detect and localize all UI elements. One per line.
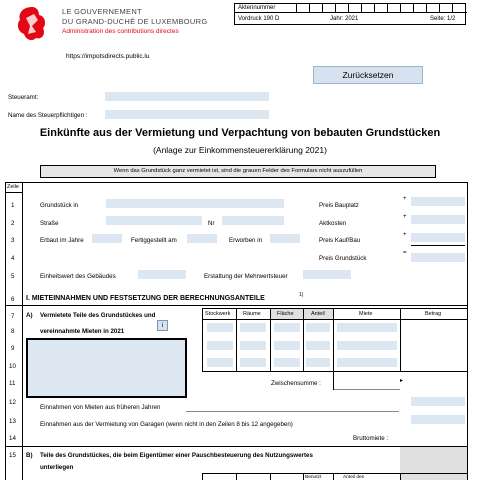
anteil-cell[interactable] — [306, 358, 330, 367]
preis-bauplatz-field[interactable] — [411, 197, 465, 206]
zwischensumme-label: Zwischensumme : — [271, 380, 321, 387]
col-b-benutzt: Benutzt — [305, 475, 322, 480]
grid-rule — [400, 308, 401, 372]
strasse-field[interactable] — [106, 216, 202, 225]
erbaut-label: Erbaut im Jahre — [40, 237, 84, 244]
plus-sign: + — [403, 195, 407, 202]
section-b-text2: unterliegen — [40, 464, 74, 471]
aktkosten-label: Aktkosten — [319, 220, 347, 227]
section-a-text1: Vermietete Teile des Grundstückes und — [40, 312, 156, 319]
grid-rule — [333, 372, 334, 390]
section1-title: I. MIETEINNAHMEN UND FESTSETZUNG DER BERECHNUNGSANTEILE — [26, 295, 265, 302]
zeile-header-rule — [5, 192, 23, 193]
line-number: 5 — [11, 273, 15, 280]
grid-rule — [333, 473, 334, 480]
section-a-label: A) — [26, 312, 33, 319]
preis-kauf-field[interactable] — [411, 233, 465, 242]
aktennummer-field[interactable] — [297, 4, 467, 13]
miete-cell[interactable] — [337, 358, 397, 367]
grid-rule — [202, 473, 467, 474]
lion-crest-icon — [12, 4, 52, 46]
row12-leader — [186, 411, 399, 412]
aktennummer-label: Aktennummer — [238, 5, 276, 11]
line-number: 4 — [11, 255, 15, 262]
line-number: 10 — [9, 363, 16, 370]
mwst-label: Erstattung der Mehrwertsteuer — [204, 273, 288, 280]
preis-kauf-label: Preis Kauf/Bau — [319, 237, 361, 244]
nr-label: Nr — [208, 220, 215, 227]
section1-rule — [5, 305, 468, 306]
equals-sign: = — [403, 249, 407, 256]
grid-rule — [202, 319, 467, 320]
reset-button[interactable]: Zurücksetzen — [313, 66, 423, 84]
col-miete: Miete — [359, 311, 373, 317]
stockwerk-cell[interactable] — [207, 358, 233, 367]
line-number: 1 — [11, 202, 15, 209]
section-a-text2: vereinnahmte Mieten in 2021 — [40, 328, 125, 335]
row12-field[interactable] — [411, 397, 465, 406]
gov-line2: DU GRAND-DUCHÉ DE LUXEMBOURG — [62, 17, 208, 26]
steueramt-field[interactable] — [105, 92, 269, 101]
plus-sign: + — [403, 213, 407, 220]
aktkosten-field[interactable] — [411, 215, 465, 224]
line-number: 15 — [9, 452, 16, 459]
zwischensumme-line — [334, 389, 400, 390]
zeile-column-rule — [22, 182, 23, 480]
grid-rule — [202, 473, 203, 480]
line-number: 7 — [11, 313, 15, 320]
grundstueck-label: Grundstück in — [40, 202, 79, 209]
grid-rule — [202, 308, 203, 372]
col-anteil: Anteil — [311, 311, 325, 317]
grundstueck-field[interactable] — [106, 199, 284, 208]
flaeche-cell[interactable] — [274, 341, 300, 350]
section-b-text1: Teile des Grundstückes, die beim Eigentümer einer Pauschbesteuerung des Nutzungswertes — [40, 452, 313, 459]
anteil-cell[interactable] — [306, 341, 330, 350]
fertig-field[interactable] — [187, 234, 217, 243]
row13-label: Einnahmen aus der Vermietung von Garagen (wenn nicht in den Zeilen 8 bis 12 angegeben) — [40, 421, 293, 428]
gov-line1: LE GOUVERNEMENT — [62, 7, 142, 16]
arrow-icon: ▸ — [400, 378, 404, 384]
erbaut-field[interactable] — [92, 234, 122, 243]
grid-rule — [236, 308, 237, 372]
line-number: 14 — [9, 435, 16, 442]
form-code: Vordruck 190 D — [238, 16, 280, 22]
row13-field[interactable] — [411, 415, 465, 424]
grid-rule — [202, 308, 467, 309]
plus-sign: + — [403, 231, 407, 238]
taxpayer-name-field[interactable] — [105, 110, 269, 119]
col-b-anteil: Anteil des — [343, 475, 365, 480]
form-top-rule — [5, 182, 468, 183]
website-link[interactable]: https://impotsdirects.public.lu — [66, 53, 150, 60]
row12-label: Einnahmen von Mieten aus früheren Jahren — [40, 404, 161, 411]
page-title: Einkünfte aus der Vermietung und Verpachtung von bebauten Grundstücken — [39, 127, 441, 139]
preis-grundstueck-label: Preis Grundstück — [319, 255, 367, 262]
mwst-field[interactable] — [303, 270, 351, 279]
bruttomiete-value — [405, 432, 466, 442]
einheitswert-field[interactable] — [138, 270, 186, 279]
rental-description-field[interactable] — [26, 338, 187, 398]
stockwerk-cell[interactable] — [207, 341, 233, 350]
zeile-header: Zeile — [7, 184, 19, 190]
flaeche-cell[interactable] — [274, 323, 300, 332]
anteil-cell[interactable] — [306, 323, 330, 332]
grid-rule — [236, 473, 237, 480]
erworben-label: Erworben in — [229, 237, 263, 244]
line-number: 8 — [11, 328, 15, 335]
grid-rule — [303, 473, 304, 480]
grid-rule — [333, 308, 334, 372]
aktennummer-box — [234, 3, 466, 25]
section-b-label: B) — [26, 452, 33, 459]
grid-rule — [270, 473, 271, 480]
info-button[interactable]: i — [157, 320, 168, 331]
taxpayer-name-label: Name des Steuerpflichtigen : — [8, 112, 88, 119]
flaeche-cell[interactable] — [274, 358, 300, 367]
form-left-rule — [5, 182, 6, 480]
raeume-cell[interactable] — [240, 323, 266, 332]
preis-grundstueck-field[interactable] — [411, 253, 465, 262]
footnote-marker: 1) — [299, 292, 304, 298]
line-number: 9 — [11, 345, 15, 352]
section-b-gray-area — [400, 447, 467, 480]
stockwerk-cell[interactable] — [207, 323, 233, 332]
gov-line3: Administration des contributions directes — [62, 28, 179, 35]
page-subtitle: (Anlage zur Einkommensteuererklärung 2021) — [153, 145, 327, 155]
fertig-label: Fertiggestellt am — [131, 237, 177, 244]
miete-cell[interactable] — [337, 323, 397, 332]
sum-rule — [411, 245, 465, 246]
steueramt-label: Steueramt: — [8, 94, 39, 101]
col-flaeche: Fläche — [277, 311, 294, 317]
strasse-label: Straße — [40, 220, 59, 227]
raeume-cell[interactable] — [240, 358, 266, 367]
raeume-cell[interactable] — [240, 341, 266, 350]
line-number: 12 — [9, 399, 16, 406]
form-year: Jahr: 2021 — [330, 16, 359, 22]
notice-box: Wenn das Grundstück ganz vermietet ist, sind die grauen Felder des Formulars nicht auszufüllen — [40, 165, 436, 178]
col-stockwerk: Stockwerk — [205, 311, 231, 317]
col-raeume: Räume — [243, 311, 261, 317]
nr-field[interactable] — [222, 216, 284, 225]
grid-rule — [400, 473, 401, 480]
miete-cell[interactable] — [337, 341, 397, 350]
preis-bauplatz-label: Preis Bauplatz — [319, 202, 359, 209]
grid-rule — [202, 371, 467, 372]
line-number: 2 — [11, 220, 15, 227]
line-number: 11 — [9, 380, 16, 387]
line-number: 6 — [11, 296, 15, 303]
erworben-field[interactable] — [270, 234, 300, 243]
line-number: 3 — [11, 237, 15, 244]
zwischensumme-value — [405, 380, 466, 390]
section-b-rule — [5, 446, 468, 447]
form-right-rule — [467, 182, 468, 480]
col-betrag: Betrag — [425, 311, 442, 317]
bruttomiete-label: Bruttomiete : — [353, 435, 389, 442]
line-number: 13 — [9, 418, 16, 425]
page-number: Seite: 1/2 — [430, 16, 456, 22]
einheitswert-label: Einheitswert des Gebäudes — [40, 273, 116, 280]
